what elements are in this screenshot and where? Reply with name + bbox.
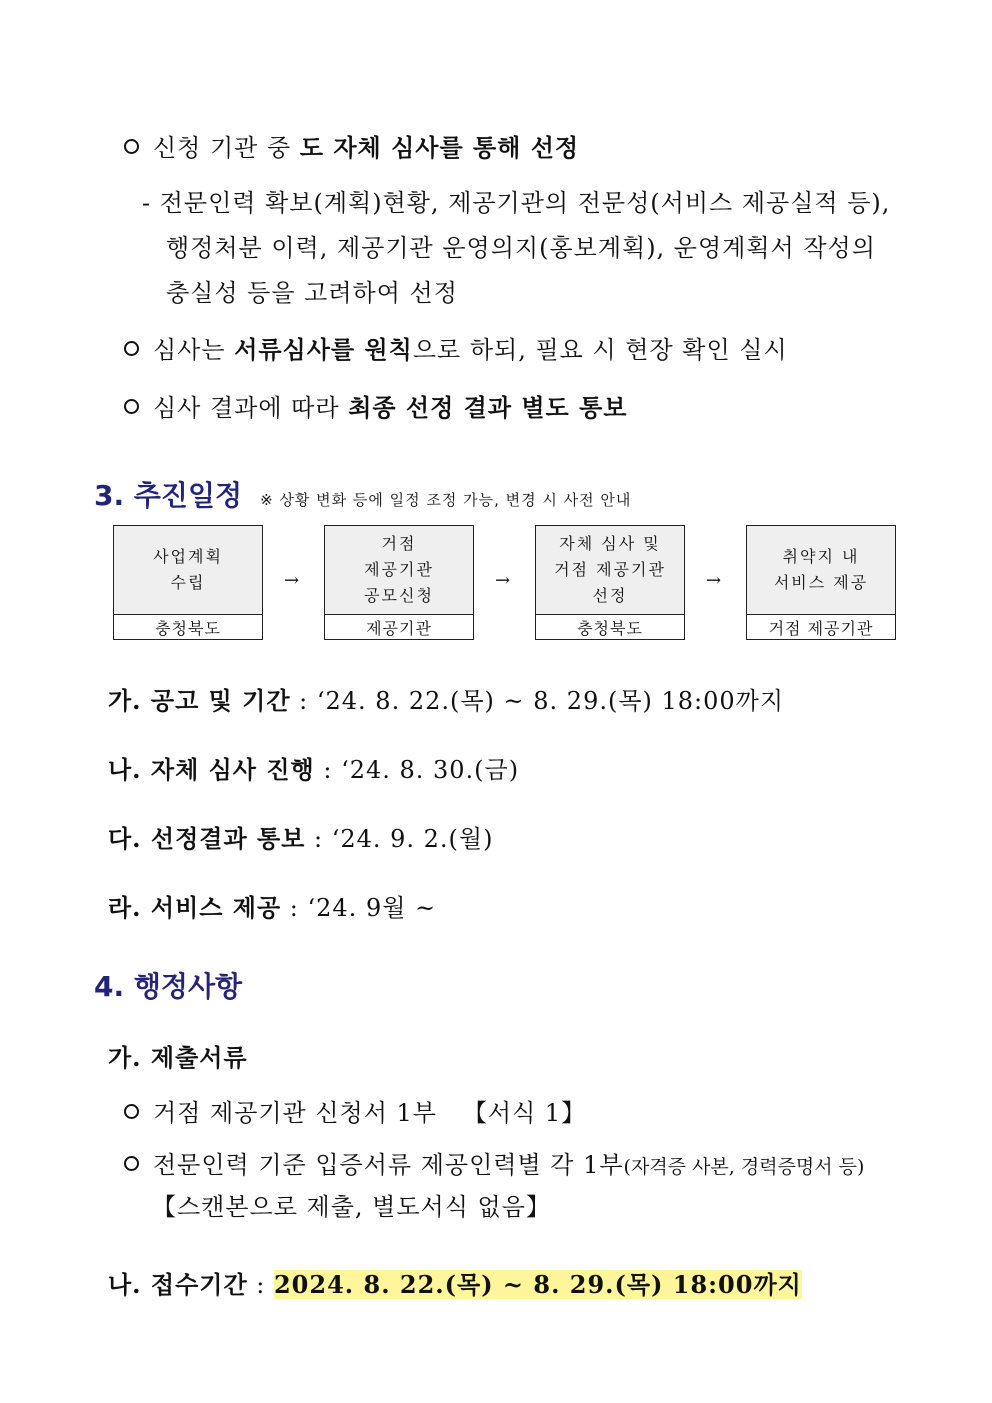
document-text: 전문인력 기준 입증서류 제공인력별 각 1부 xyxy=(153,1151,624,1179)
item-value: : ‘24. 9월 ~ xyxy=(281,894,437,922)
item-label: 다. 선정결과 통보 xyxy=(108,824,306,853)
circle-bullet-icon xyxy=(124,1104,139,1119)
item-value: : ‘24. 9. 2.(월) xyxy=(305,825,494,853)
arrow-right-icon: → xyxy=(284,570,300,591)
bullet-text: 신청 기관 중 xyxy=(153,134,300,162)
criteria-line-2: 행정처분 이력, 제공기관 운영의지(홍보계획), 운영계획서 작성의 xyxy=(166,234,876,262)
circle-bullet-icon xyxy=(124,399,139,414)
arrow-right-icon: → xyxy=(495,570,511,591)
step-owner: 제공기관 xyxy=(366,618,432,638)
schedule-step-4 xyxy=(746,525,896,640)
bullet-self-review xyxy=(124,128,579,163)
step-owner: 충청북도 xyxy=(577,618,643,638)
form-tag: 【서식 1】 xyxy=(462,1099,587,1127)
bullet-text: 심사 결과에 따라 xyxy=(153,394,349,422)
schedule-note: ※ 상황 변화 등에 일정 조정 가능, 변경 시 사전 안내 xyxy=(260,491,632,509)
document-note: (자격증 사본, 경력증명서 등) xyxy=(623,1156,865,1178)
subsection-documents xyxy=(108,1038,248,1073)
section-3-heading xyxy=(94,474,631,514)
bullet-bold-text: 서류심사를 원칙 xyxy=(234,335,413,364)
schedule-item-notice xyxy=(108,819,493,854)
bullet-bold-text: 최종 선정 결과 별도 통보 xyxy=(348,393,628,422)
subsection-title: 가. 제출서류 xyxy=(108,1043,248,1072)
bullet-bold-text: 도 자체 심사를 통해 선정 xyxy=(299,133,580,162)
item-label: 나. 자체 심사 진행 xyxy=(108,755,315,784)
step-title: 취약지 내 서비스 제공 xyxy=(747,526,895,615)
document-item-proof xyxy=(124,1145,864,1180)
step-owner: 거점 제공기관 xyxy=(768,618,874,638)
highlighted-period: 2024. 8. 22.(목) ~ 8. 29.(목) 18:00까지 xyxy=(273,1270,802,1299)
schedule-item-announcement xyxy=(108,681,784,716)
document-item-proof-line-2: 【스캔본으로 제출, 별도서식 없음】 xyxy=(152,1193,551,1221)
step-title: 사업계획 수립 xyxy=(114,526,262,615)
subsection-title: 나. 접수기간 xyxy=(108,1270,248,1299)
subsection-submission-period xyxy=(108,1265,802,1300)
circle-bullet-icon xyxy=(124,341,139,356)
step-owner: 충청북도 xyxy=(155,618,221,638)
document-text: 거점 제공기관 신청서 1부 xyxy=(153,1099,437,1127)
bullet-final-notice xyxy=(124,388,627,423)
bullet-document-review xyxy=(124,330,788,365)
circle-bullet-icon xyxy=(124,1156,139,1171)
item-value: : ‘24. 8. 22.(목) ~ 8. 29.(목) 18:00까지 xyxy=(290,687,785,715)
step-title: 자체 심사 및 거점 제공기관 선정 xyxy=(536,526,684,615)
step-title: 거점 제공기관 공모신청 xyxy=(325,526,473,615)
section-4-heading: 4. 행정사항 xyxy=(94,970,243,1003)
schedule-item-service xyxy=(108,888,436,923)
item-label: 가. 공고 및 기간 xyxy=(108,686,291,715)
bullet-text: 심사는 xyxy=(153,336,235,364)
circle-bullet-icon xyxy=(124,139,139,154)
document-item-application xyxy=(124,1093,586,1128)
bullet-text: 으로 하되, 필요 시 현장 확인 실시 xyxy=(412,336,788,364)
item-value: : ‘24. 8. 30.(금) xyxy=(314,756,520,784)
criteria-line-3: 충실성 등을 고려하여 선정 xyxy=(166,279,458,307)
schedule-item-review xyxy=(108,750,519,785)
arrow-right-icon: → xyxy=(706,570,722,591)
schedule-step-1 xyxy=(113,525,263,640)
schedule-step-2 xyxy=(324,525,474,640)
criteria-line-1: - 전문인력 확보(계획)현황, 제공기관의 전문성(서비스 제공실적 등), xyxy=(142,189,891,217)
schedule-step-3 xyxy=(535,525,685,640)
section-3-title: 3. 추진일정 xyxy=(94,479,243,512)
item-label: 라. 서비스 제공 xyxy=(108,893,282,922)
separator: : xyxy=(247,1271,274,1299)
